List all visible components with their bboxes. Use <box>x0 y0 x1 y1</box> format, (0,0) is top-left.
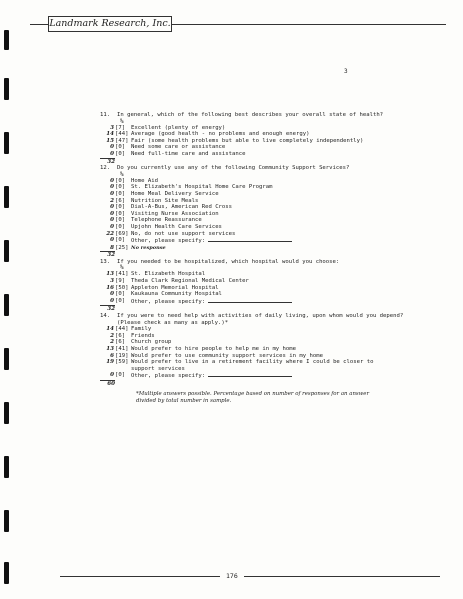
questionnaire <box>100 112 450 405</box>
option-text <box>131 359 391 372</box>
response-count: 19 <box>106 359 114 366</box>
punch-hole-mark <box>4 562 9 584</box>
option-label: Would prefer to hire people to help me in my home <box>131 346 297 352</box>
answer-option <box>100 326 450 333</box>
response-count: 13 <box>106 271 114 278</box>
option-label: Nutrition Site Meals <box>131 197 199 204</box>
response-percent: [41] <box>115 346 129 352</box>
option-label: Appleton Memorial Hospital <box>131 284 219 291</box>
answer-option <box>100 191 450 198</box>
option-text <box>131 372 391 380</box>
total-row <box>100 380 450 388</box>
answer-option <box>100 333 450 340</box>
percent-header: % <box>120 117 124 125</box>
response-count: 22 <box>106 230 114 237</box>
response-count: 0 <box>110 217 114 224</box>
option-text <box>131 138 391 145</box>
answer-option <box>100 372 450 380</box>
question-14 <box>100 313 450 388</box>
option-text <box>131 245 391 252</box>
response-count: 16 <box>106 284 114 291</box>
option-text <box>131 125 391 132</box>
response-percent: [6] <box>115 197 126 204</box>
punch-hole-mark <box>4 186 9 208</box>
response-count: 6 <box>110 352 114 359</box>
option-text <box>131 353 391 360</box>
response-total: 32 <box>100 251 115 259</box>
question-13 <box>100 259 450 313</box>
response-percent: [0] <box>115 291 126 298</box>
punch-hole-mark <box>4 402 9 424</box>
response-count: 0 <box>110 144 114 151</box>
logo: Landmark Research, Inc. <box>48 16 172 32</box>
option-label: Home Aid <box>131 177 158 184</box>
answer-option <box>100 125 450 132</box>
question-text: Do you currently use any of the following Community Support Services? <box>117 165 350 172</box>
percent-header: % <box>120 264 124 272</box>
response-count: 8 <box>110 244 114 251</box>
response-count: 14 <box>106 326 114 333</box>
option-label: No response <box>131 244 166 251</box>
option-label: Kaukauna Community Hospital <box>131 291 222 298</box>
option-label: St. Elizabeth Hospital <box>131 271 206 278</box>
answer-option <box>100 271 450 278</box>
option-label: Upjohn Health Care Services <box>131 223 222 230</box>
answer-option <box>100 178 450 185</box>
response-percent: [0] <box>115 217 126 224</box>
option-label: Would prefer to live in a retirement facility where I could be closer to support services <box>131 359 374 372</box>
option-label: Other, please specify: <box>131 238 206 245</box>
option-label: Dial-A-Bus, American Red Cross <box>131 204 233 211</box>
answer-option <box>100 131 450 138</box>
response-count: 0 <box>110 210 114 217</box>
option-text <box>131 184 391 191</box>
option-label: St. Elizabeth's Hospital Home Care Program <box>131 184 273 191</box>
answer-option <box>100 204 450 211</box>
question-header <box>100 313 450 326</box>
response-percent: [0] <box>115 204 126 211</box>
answer-option <box>100 144 450 151</box>
option-text <box>131 178 391 185</box>
response-percent: [59] <box>115 359 129 366</box>
answer-option <box>100 278 450 285</box>
question-text: If you were to need help with activities of daily living, upon whom would you depend? (Please check as many as apply.)* <box>117 313 404 326</box>
option-text <box>131 211 391 218</box>
response-count: 0 <box>110 297 114 304</box>
option-label: Visiting Nurse Association <box>131 210 219 217</box>
answer-option <box>100 184 450 191</box>
answer-option <box>100 231 450 238</box>
question-12 <box>100 165 450 259</box>
response-percent: [6] <box>115 332 126 339</box>
response-percent: [44] <box>115 326 129 333</box>
option-text <box>131 191 391 198</box>
answer-option <box>100 291 450 298</box>
option-label: Excellent (plenty of energy) <box>131 124 226 131</box>
total-row <box>100 305 450 313</box>
option-label: Fair (some health problems but able to live completely independently) <box>131 137 364 144</box>
response-percent: [7] <box>115 124 126 131</box>
answer-option <box>100 211 450 218</box>
response-count: 2 <box>110 197 114 204</box>
option-label: No, do not use support services <box>131 230 236 237</box>
question-number: 13. <box>100 258 111 265</box>
total-row <box>100 251 450 259</box>
option-text <box>131 339 391 346</box>
option-label: Would prefer to use community support services in my home <box>131 352 323 359</box>
option-label: Average (good health - no problems and enough energy) <box>131 131 310 138</box>
punch-hole-mark <box>4 294 9 316</box>
response-count: 0 <box>110 291 114 298</box>
question-text: If you needed to be hospitalized, which hospital would you choose: <box>117 258 340 265</box>
option-label: Telephone Reassurance <box>131 217 202 224</box>
response-percent: [0] <box>115 372 126 379</box>
response-percent: [50] <box>115 284 129 291</box>
specify-blank-line <box>208 298 292 303</box>
total-row <box>100 158 450 166</box>
response-count: 3 <box>110 124 114 131</box>
answer-option <box>100 217 450 224</box>
answer-option <box>100 245 450 252</box>
answer-option <box>100 359 450 372</box>
option-label: Friends <box>131 332 155 339</box>
response-percent: [0] <box>115 177 126 184</box>
option-text <box>131 224 391 231</box>
punch-hole-mark <box>4 348 9 370</box>
option-label: Home Meal Delivery Service <box>131 190 219 197</box>
option-text <box>131 333 391 340</box>
response-count: 14 <box>106 131 114 138</box>
answer-option <box>100 285 450 292</box>
footer-rule <box>60 576 440 577</box>
option-label: Need some care or assistance <box>131 144 226 151</box>
response-count: 0 <box>110 223 114 230</box>
option-label: Need full-time care and assistance <box>131 150 246 157</box>
response-percent: [19] <box>115 352 129 359</box>
response-count: 0 <box>110 184 114 191</box>
answer-option <box>100 298 450 306</box>
response-total: 32 <box>100 305 115 313</box>
option-text <box>131 237 391 245</box>
option-text <box>131 298 391 306</box>
punch-hole-mark <box>4 240 9 262</box>
response-count: 2 <box>110 339 114 346</box>
option-text <box>131 271 391 278</box>
question-number: 14. <box>100 313 111 320</box>
page-footer <box>60 572 440 582</box>
answer-option <box>100 198 450 205</box>
response-count: 0 <box>110 372 114 379</box>
response-percent: [0] <box>115 210 126 217</box>
option-text <box>131 346 391 353</box>
punch-hole-mark <box>4 456 9 478</box>
response-count: 2 <box>110 332 114 339</box>
question-text: In general, which of the following best describes your overall state of health? <box>117 112 384 118</box>
question-header <box>100 112 450 119</box>
page-number: 3 <box>344 68 348 75</box>
answer-option <box>100 224 450 231</box>
answer-option <box>100 151 450 158</box>
punch-hole-mark <box>4 30 9 50</box>
footnote: *Multiple answers possible. Percentage based on number of responses for an answer divided by total number in sample. <box>136 390 370 404</box>
response-percent: [9] <box>115 278 126 285</box>
response-percent: [0] <box>115 237 126 244</box>
option-text <box>131 291 391 298</box>
answer-option <box>100 339 450 346</box>
question-11 <box>100 112 450 165</box>
percent-header: % <box>120 170 124 178</box>
response-percent: [0] <box>115 184 126 191</box>
response-percent: [0] <box>115 144 126 151</box>
option-text <box>131 285 391 292</box>
question-number: 12. <box>100 165 111 172</box>
response-count: 0 <box>110 150 114 157</box>
response-count: 13 <box>106 346 114 352</box>
response-percent: [25] <box>115 244 129 251</box>
answer-option <box>100 138 450 145</box>
response-count: 3 <box>110 278 114 285</box>
option-label: Other, please specify: <box>131 373 206 380</box>
option-label: Church group <box>131 339 172 346</box>
option-text <box>131 326 391 333</box>
question-number: 11. <box>100 112 111 118</box>
option-text <box>131 217 391 224</box>
response-percent: [0] <box>115 150 126 157</box>
response-percent: [0] <box>115 190 126 197</box>
response-percent: [0] <box>115 223 126 230</box>
option-text <box>131 151 391 158</box>
punch-hole-mark <box>4 510 9 532</box>
response-count: 15 <box>106 137 114 144</box>
footer-page-number: 176 <box>220 572 244 581</box>
option-text <box>131 144 391 151</box>
response-percent: [47] <box>115 137 129 144</box>
response-percent: [44] <box>115 131 129 138</box>
response-total: 32 <box>100 158 115 166</box>
option-text <box>131 231 391 238</box>
response-count: 0 <box>110 237 114 244</box>
option-label: Theda Clark Regional Medical Center <box>131 278 249 285</box>
punch-hole-mark <box>4 78 9 100</box>
answer-option <box>100 346 450 353</box>
option-text <box>131 204 391 211</box>
option-label: Other, please specify: <box>131 298 206 305</box>
question-header <box>100 259 450 266</box>
answer-option <box>100 237 450 245</box>
answer-option <box>100 353 450 360</box>
response-percent: [69] <box>115 230 129 237</box>
punch-hole-mark <box>4 132 9 154</box>
specify-blank-line <box>208 237 292 242</box>
option-text <box>131 278 391 285</box>
specify-blank-line <box>208 372 292 377</box>
option-text <box>131 131 391 138</box>
response-count: 0 <box>110 190 114 197</box>
option-text <box>131 198 391 205</box>
response-percent: [41] <box>115 271 129 278</box>
question-header <box>100 165 450 172</box>
response-count: 0 <box>110 177 114 184</box>
response-count: 0 <box>110 204 114 211</box>
response-percent: [0] <box>115 297 126 304</box>
option-label: Family <box>131 326 152 333</box>
response-percent: [6] <box>115 339 126 346</box>
response-total: 60 <box>100 380 115 388</box>
